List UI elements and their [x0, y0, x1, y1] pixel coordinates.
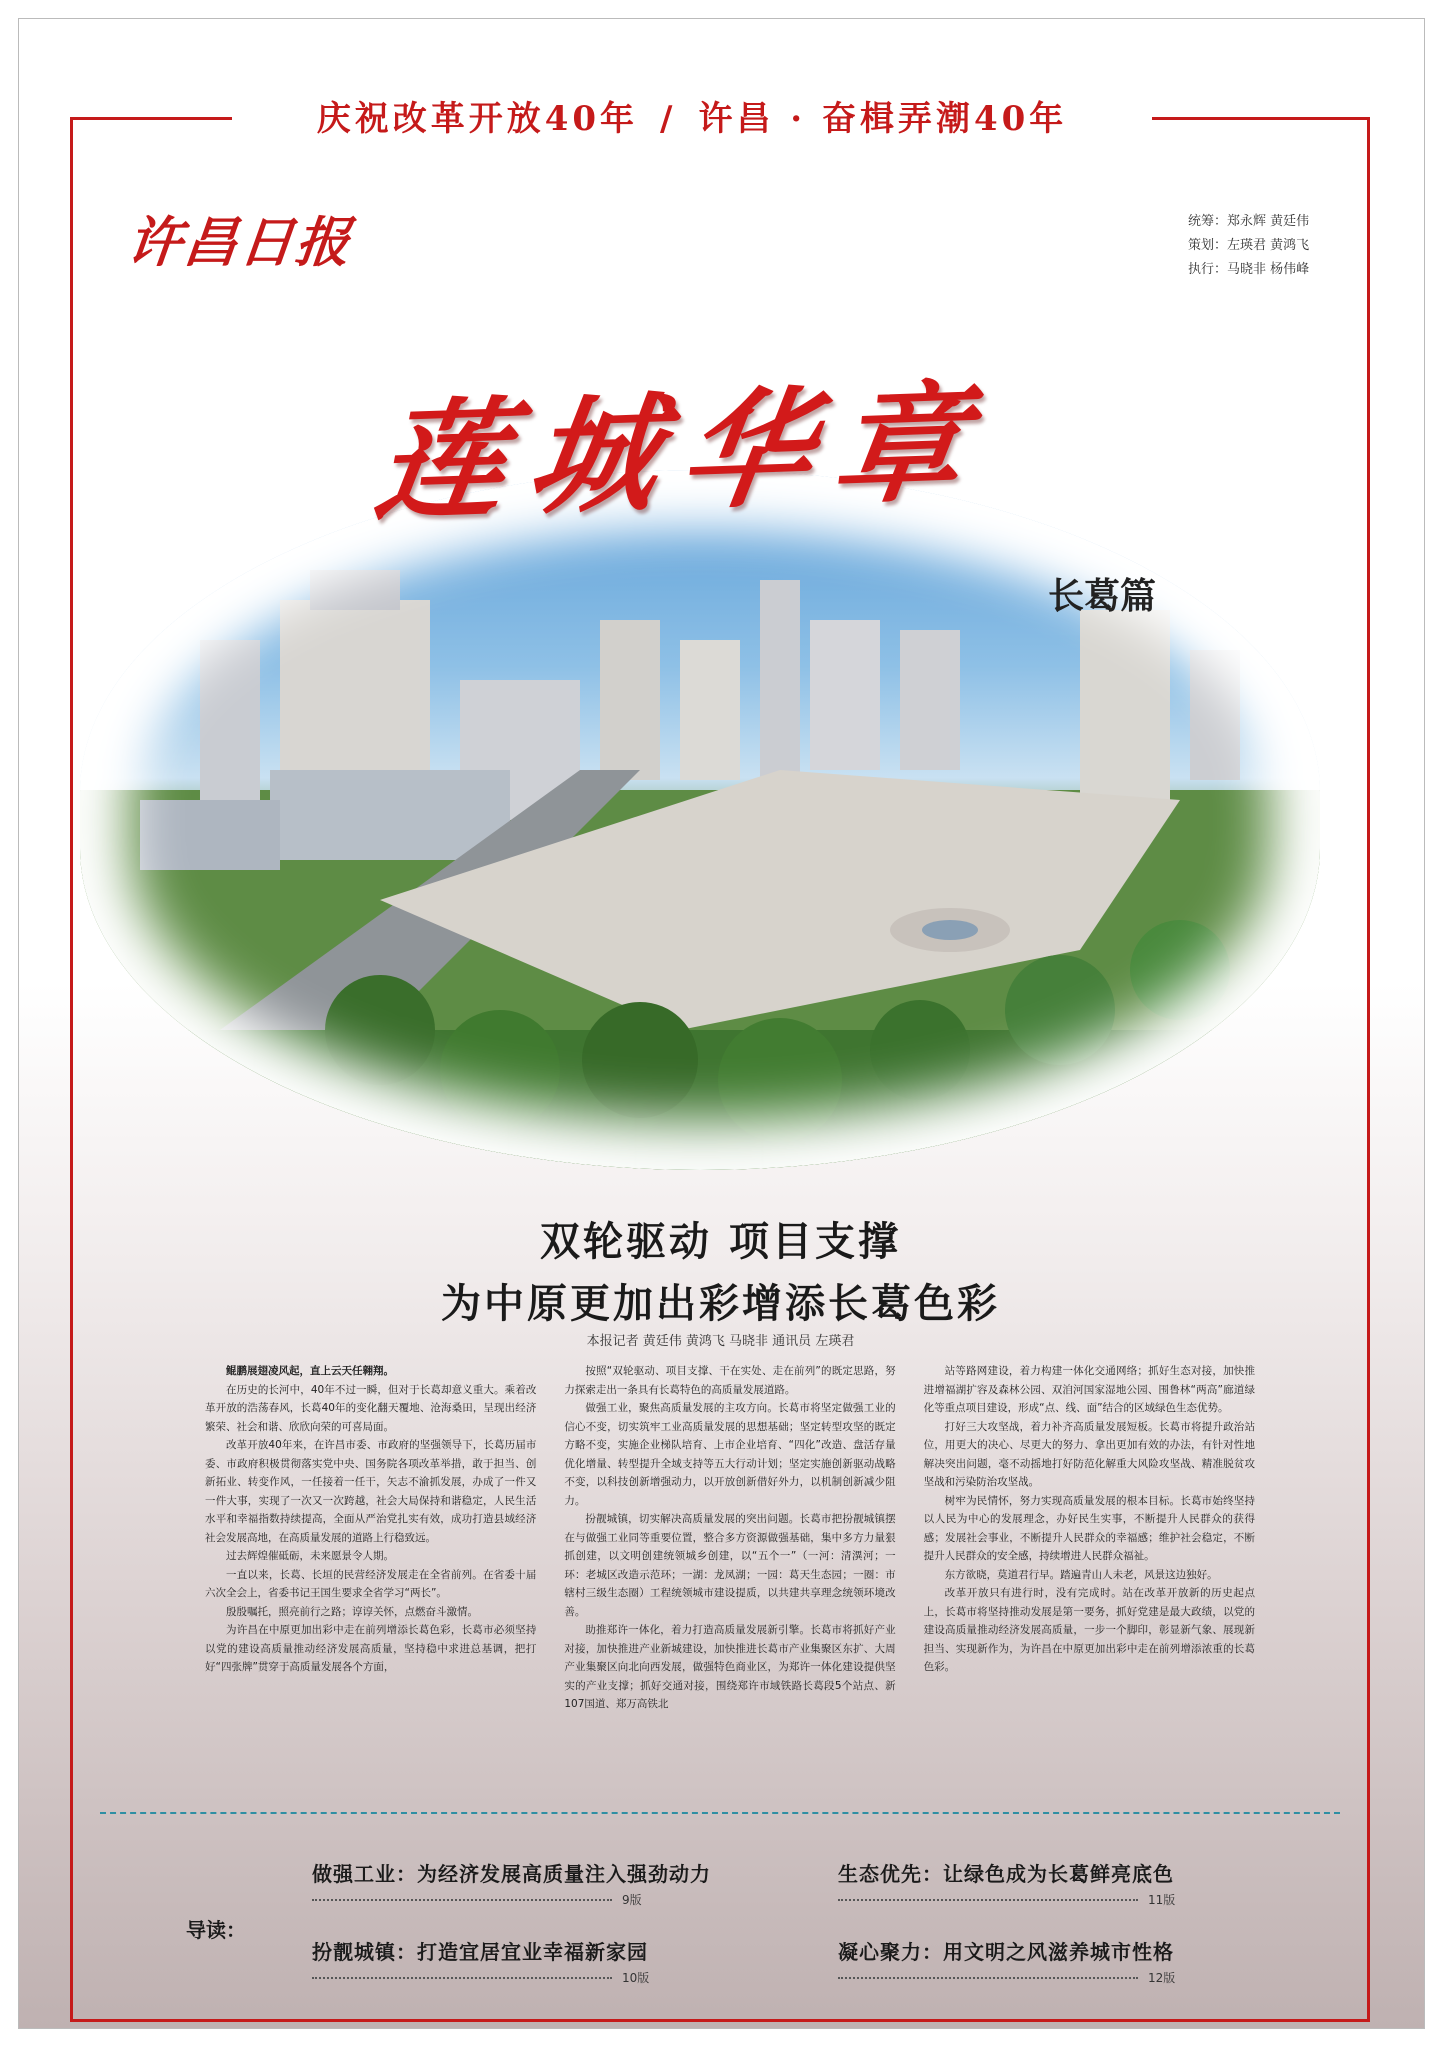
byline: 本报记者 黄廷伟 黄鸿飞 马晓非 通讯员 左瑛君 — [586, 1334, 855, 1349]
credit-line: 执行：马晓非 杨伟峰 — [1188, 262, 1310, 277]
article-paragraph: 按照“双轮驱动、项目支撑、干在实处、走在前列”的既定思路，努力探索走出一条具有长葛特色的高质量发展道路。 — [564, 1365, 896, 1396]
article-paragraph: 做强工业，聚焦高质量发展的主攻方向。长葛市将坚定做强工业的信心不变，切实筑牢工业高质量发展的思想基础；坚定转型攻坚的既定方略不变，实施企业梯队培育、上市企业培育、“四化”改造、盘活存量优化增量、转型提升全域支持等五大行动计划；坚定实施创新驱动战略不变，以科技创新增强动力，以开放创新借好外力，以机制创新减少阻力。 — [564, 1402, 896, 1507]
credits-block — [1188, 210, 1309, 282]
banner-separator: / — [660, 99, 677, 139]
article-paragraph: 改革开放只有进行时，没有完成时。站在改革开放新的历史起点上，长葛市将坚持推动发展是第一要务，抓好党建是最大政绩，以党的建设高质量推动经济发展高质量，一步一个脚印，彰显新气象、展现新担当、实现新作为，为许昌在中原更加出彩中走在前列增添浓重的长葛色彩。 — [923, 1587, 1255, 1673]
article-body — [205, 1362, 1255, 1757]
article-column-1 — [205, 1362, 536, 1757]
article-paragraph: 过去辉煌催砥砺，未来愿景令人期。 — [226, 1550, 394, 1562]
article-paragraph: 一直以来，长葛、长垣的民营经济发展走在全省前列。在省委十届六次全会上，省委书记王国生要求全省学习“两长”。 — [205, 1568, 537, 1599]
article-column-2 — [564, 1362, 895, 1757]
guide-item-3-title[interactable]: 扮靓城镇：打造宜居宜业幸福新家园 — [312, 1940, 648, 1964]
guide-item-3-leader — [312, 1977, 612, 1979]
article-column-3 — [924, 1362, 1255, 1757]
headline-line-2: 为中原更加出彩增添长葛色彩 — [441, 1280, 1000, 1327]
guide-item-2-page: 11版 — [1148, 1893, 1176, 1907]
credit-line: 统筹：郑永辉 黄廷伟 — [1188, 214, 1310, 229]
guide-item-3-page: 10版 — [622, 1971, 650, 1985]
banner-right: 许昌 · 奋楫弄潮40年 — [698, 99, 1068, 139]
article-paragraph: 鲲鹏展翅凌风起，直上云天任翱翔。 — [226, 1365, 394, 1377]
guide-item-2-leader — [838, 1899, 1138, 1901]
top-banner — [232, 94, 1152, 144]
article-paragraph: 在历史的长河中，40年不过一瞬，但对于长葛却意义重大。乘着改革开放的浩荡春风，长葛40年的变化翻天覆地、沧海桑田，呈现出经济繁荣、社会和谐、欣欣向荣的可喜局面。 — [205, 1383, 537, 1433]
guide-item-1-leader — [312, 1899, 612, 1901]
guide-item-4-leader — [838, 1977, 1138, 1979]
banner-left: 庆祝改革开放40年 — [316, 99, 639, 139]
article-paragraph: 站等路网建设，着力构建一体化交通网络；抓好生态对接，加快推进增福湖扩容及森林公园、双洎河国家湿地公园、围鲁林“两高”廊道绿化等重点项目建设，形成“点、线、面”结合的区域绿色生态优势。 — [923, 1365, 1255, 1414]
article-paragraph: 东方欲晓，莫道君行早。踏遍青山人未老，风景这边独好。 — [944, 1568, 1218, 1581]
article-paragraph: 殷殷嘱托，照亮前行之路；谆谆关怀，点燃奋斗激情。 — [226, 1605, 478, 1618]
masthead-logo: 许昌日报 — [124, 210, 355, 274]
section-divider — [100, 1812, 1340, 1814]
article-paragraph: 改革开放40年来，在许昌市委、市政府的坚强领导下，长葛历届市委、市政府积极贯彻落实党中央、国务院各项改革举措，敢于担当、创新拓业、转变作风，一任接着一任干，矢志不渝抓发展，办成了一件又一件大事，实现了一次又一次跨越，社会大局保持和谐稳定，人民生活水平和幸福指数持续提高，全面从严治党扎实有效，成功打造县域经济社会发展高地，在高质量发展的道路上行稳致远。 — [205, 1439, 537, 1544]
headline-line-1: 双轮驱动 项目支撑 — [540, 1218, 901, 1265]
guide-label: 导读： — [186, 1918, 246, 1942]
guide-item-4-title[interactable]: 凝心聚力：用文明之风滋养城市性格 — [838, 1940, 1174, 1964]
main-calligraphy-title: 莲城华章 — [366, 367, 999, 539]
article-paragraph: 打好三大攻坚战，着力补齐高质量发展短板。长葛市将提升政治站位，用更大的决心、尽更大的努力、拿出更加有效的办法，有针对性地解决突出问题，毫不动摇地打好防范化解重大风险攻坚战、精准脱贫攻坚战和污染防治攻坚战。 — [923, 1420, 1255, 1488]
article-paragraph: 助推郑许一体化，着力打造高质量发展新引擎。长葛市将抓好产业对接，加快推进产业新城建设，加快推进长葛市产业集聚区东扩、大周产业集聚区向北向西发展，做强特色商业区，为郑许一体化建设提供坚实的产业支撑；抓好交通对接，围绕郑许市域铁路长葛段5个站点、新107国道、郑万高铁北 — [564, 1624, 896, 1710]
guide-item-4-page: 12版 — [1148, 1971, 1176, 1985]
section-title: 长葛篇 — [1048, 575, 1157, 617]
credit-line: 策划：左瑛君 黄鸿飞 — [1188, 238, 1310, 253]
guide-item-1-page: 9版 — [622, 1893, 642, 1907]
article-paragraph: 树牢为民情怀，努力实现高质量发展的根本目标。长葛市始终坚持以人民为中心的发展理念，办好民生实事，不断提升人民群众的获得感；发展社会事业，不断提升人民群众的幸福感；维护社会稳定，不断提升人民群众的安全感，持续增进人民群众福祉。 — [923, 1494, 1255, 1562]
guide-item-2-title[interactable]: 生态优先：让绿色成为长葛鲜亮底色 — [838, 1862, 1174, 1886]
article-paragraph: 扮靓城镇，切实解决高质量发展的突出问题。长葛市把扮靓城镇摆在与做强工业同等重要位置，整合多方资源做强基础，集中多方力量狠抓创建，以文明创建统领城乡创建，以“五个一”（一河：清潩河；一环：老城区改造示范环；一湖：龙凤湖；一园：葛天生态园；一圈：市辖村三级生态圈）工程统领城市建设提质，以共建共享理念统领环境改善。 — [564, 1513, 896, 1618]
guide-item-1-title[interactable]: 做强工业：为经济发展高质量注入强劲动力 — [312, 1862, 711, 1886]
article-paragraph: 为许昌在中原更加出彩中走在前列增添长葛色彩，长葛市必须坚持以党的建设高质量推动经济发展高质量，坚持稳中求进总基调，把打好“四张牌”贯穿于高质量发展各个方面， — [205, 1624, 537, 1673]
